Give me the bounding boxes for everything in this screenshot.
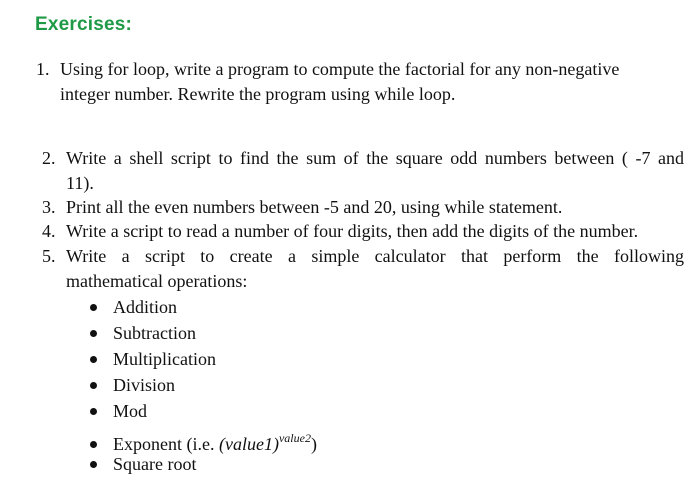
exercise-number: 5. — [42, 246, 56, 266]
operation-label: Subtraction — [113, 323, 196, 343]
operation-label: Division — [113, 375, 176, 395]
exercise-line: Write a shell script to find the sum of the square odd numbers between ( -7 and — [66, 148, 684, 168]
bullet-icon — [90, 382, 97, 389]
exercises-heading: Exercises: — [35, 14, 133, 35]
exercise-line: mathematical operations: — [66, 271, 248, 291]
exercise-line: Write a script to read a number of four digits, then add the digits of the number. — [66, 221, 639, 241]
exponent-suffix: ) — [310, 434, 317, 454]
bullet-icon — [90, 441, 97, 448]
list-item — [90, 320, 196, 346]
exercise-line: 11). — [66, 173, 94, 193]
exercise-text — [66, 244, 684, 294]
list-item — [90, 425, 317, 454]
bullet-icon — [90, 304, 97, 311]
exponent-prefix: Exponent (i.e. — [113, 434, 219, 454]
list-item — [90, 398, 147, 424]
bullet-icon — [90, 461, 97, 468]
exercise-number: 3. — [42, 197, 56, 217]
exercise-line: Using for loop, write a program to compute the factorial for any non-negative — [60, 59, 620, 79]
exercise-text — [66, 195, 684, 220]
exercise-text — [60, 57, 650, 107]
operation-label: Mod — [113, 401, 148, 421]
bullet-icon — [90, 356, 97, 363]
exercise-line: integer number. Rewrite the program using while loop. — [60, 84, 456, 104]
exercise-number: 1. — [36, 59, 50, 79]
bullet-icon — [90, 330, 97, 337]
exponent-superscript: value2 — [278, 431, 311, 445]
exercise-number: 2. — [42, 148, 56, 168]
list-item — [90, 372, 175, 398]
list-item — [90, 451, 196, 477]
exercise-number: 4. — [42, 221, 56, 241]
exercise-text — [66, 146, 684, 196]
bullet-icon — [90, 408, 97, 415]
operation-label: Addition — [113, 297, 178, 317]
operation-label: Square root — [113, 454, 197, 474]
exponent-base: (value1) — [218, 434, 279, 454]
list-item — [90, 346, 216, 372]
exercise-line: Print all the even numbers between -5 and 20, using while statement. — [66, 197, 563, 217]
exercise-text — [66, 219, 684, 244]
exercise-line: Write a script to create a simple calculator that perform the following — [66, 246, 684, 266]
list-item — [90, 294, 177, 320]
operation-label: Multiplication — [113, 349, 216, 369]
